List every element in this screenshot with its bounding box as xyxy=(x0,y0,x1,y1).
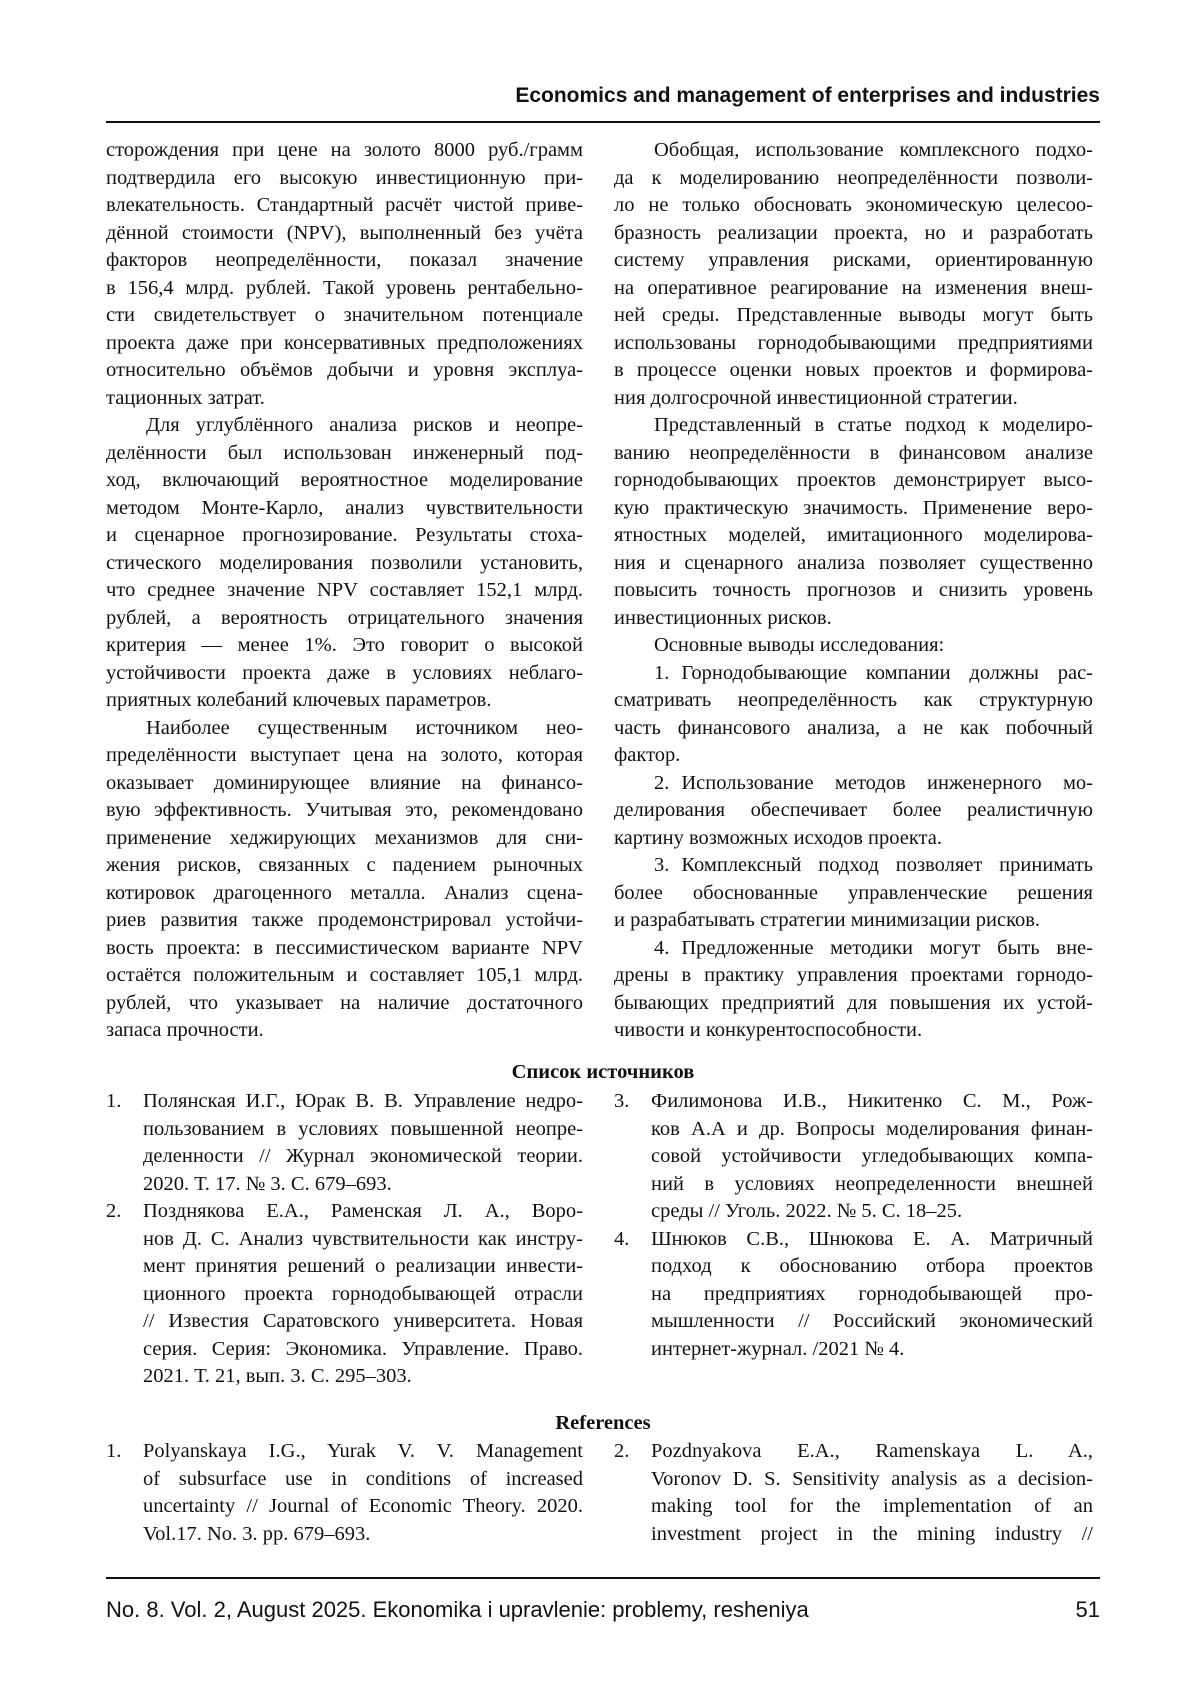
references-column-left xyxy=(106,1438,583,1548)
text-line xyxy=(614,357,1093,385)
text-line xyxy=(106,330,583,358)
text-line xyxy=(614,522,1093,550)
line-text: горнодобывающих проектов демонстрирует высо- xyxy=(614,469,1093,491)
reference-line: Pozdnyakova E.A., Ramenskaya L. A., xyxy=(651,1438,1093,1466)
text-line xyxy=(106,770,583,798)
reference-line: подход к обоснованию отбора проектов xyxy=(651,1253,1093,1281)
sources-column-right xyxy=(614,1088,1093,1363)
line-text: Горнодобывающие компании должны рас- xyxy=(681,662,1093,684)
line-text: на оперативное реагирование на изменения внеш- xyxy=(614,277,1093,299)
text-line xyxy=(614,577,1093,605)
reference-line: мент принятия решений о реализации инвести- xyxy=(143,1253,583,1281)
line-text: Наиболее существенным источником нео- xyxy=(146,717,583,739)
text-line xyxy=(614,550,1093,578)
text-line xyxy=(614,192,1093,220)
text-line xyxy=(106,275,583,303)
text-line xyxy=(106,990,583,1018)
running-header: Economics and management of enterprises and industries xyxy=(515,84,1100,108)
line-text: Комплексный подход позволяет принимать xyxy=(681,854,1093,876)
line-text: и разрабатывать стратегии минимизации рисков. xyxy=(614,909,1040,931)
line-text: критерия — менее 1%. Это говорит о высокой xyxy=(106,634,583,656)
text-line xyxy=(106,632,583,660)
line-text: сматривать неопределённость как структурную xyxy=(614,689,1093,711)
body-column-right xyxy=(614,137,1093,1045)
reference-entry xyxy=(106,1198,583,1391)
text-line xyxy=(614,220,1093,248)
text-line xyxy=(614,770,1093,798)
line-text: ванию неопределённости в финансовом анализе xyxy=(614,442,1093,464)
page-number: 51 xyxy=(1076,1597,1100,1623)
text-line xyxy=(106,852,583,880)
text-line xyxy=(106,660,583,688)
paragraph xyxy=(614,632,1093,660)
reference-entry xyxy=(106,1438,583,1548)
line-text: кую практическую значимость. Применение веро- xyxy=(614,497,1093,519)
text-line xyxy=(614,660,1093,688)
text-line xyxy=(106,495,583,523)
line-text: Представленный в статье подход к моделиро- xyxy=(654,414,1093,436)
reference-line: investment project in the mining industry // xyxy=(651,1521,1093,1549)
line-text: риев развития также продемонстрировал устойчи- xyxy=(106,909,583,931)
line-text: ния и сценарного анализа позволяет существенно xyxy=(614,552,1093,574)
line-text: проекта даже при консервативных предположениях xyxy=(106,332,583,354)
reference-line: деленности // Журнал экономической теории. xyxy=(143,1143,583,1171)
reference-number: 3. xyxy=(614,1088,629,1116)
text-line xyxy=(614,962,1093,990)
line-text: методом Монте-Карло, анализ чувствительности xyxy=(106,497,583,519)
paragraph xyxy=(106,412,583,715)
numbered-conclusion xyxy=(614,770,1093,853)
footer-rule xyxy=(106,1577,1100,1579)
text-line xyxy=(614,137,1093,165)
reference-entry xyxy=(614,1438,1093,1548)
reference-line: 2020. Т. 17. № 3. С. 679–693. xyxy=(143,1171,583,1199)
reference-line: мышленности // Российский экономический xyxy=(651,1308,1093,1336)
line-text: картину возможных исходов проекта. xyxy=(614,827,942,849)
text-line xyxy=(614,907,1093,935)
numbered-conclusion xyxy=(614,935,1093,1045)
line-text: сторождения при цене на золото 8000 руб./грамм xyxy=(106,139,583,161)
line-text: дённой стоимости (NPV), выполненный без учёта xyxy=(106,222,583,244)
line-text: делирования обеспечивает более реалистичную xyxy=(614,799,1093,821)
text-line xyxy=(106,550,583,578)
line-text: применение хеджирующих механизмов для сни- xyxy=(106,827,583,849)
text-line xyxy=(614,302,1093,330)
line-text: фактор. xyxy=(614,744,680,766)
line-text: ней среды. Представленные выводы могут быть xyxy=(614,304,1093,326)
text-line xyxy=(614,797,1093,825)
text-line xyxy=(614,605,1093,633)
text-line xyxy=(106,440,583,468)
text-line xyxy=(614,247,1093,275)
reference-line: Полянская И.Г., Юрак В. В. Управление недро- xyxy=(143,1088,583,1116)
line-text: Использование методов инженерного мо- xyxy=(681,772,1093,794)
reference-line: интернет-журнал. /2021 № 4. xyxy=(651,1336,1093,1364)
text-line xyxy=(106,742,583,770)
text-line xyxy=(614,852,1093,880)
line-text: запаса прочности. xyxy=(106,1019,264,1041)
reference-line: ний в условиях неопределенности внешней xyxy=(651,1171,1093,1199)
line-text: ло не только обосновать экономическую целесоо- xyxy=(614,194,1093,216)
line-text: ятностных моделей, имитационного моделирова- xyxy=(614,524,1093,546)
footer-citation: No. 8. Vol. 2, August 2025. Ekonomika i upravlenie: problemy, resheniya xyxy=(106,1597,809,1623)
line-text: Предложенные методики могут быть вне- xyxy=(681,937,1093,959)
line-text: систему управления рисками, ориентированную xyxy=(614,249,1093,271)
line-text: инвестиционных рисков. xyxy=(614,607,832,629)
text-line xyxy=(614,1017,1093,1045)
line-text: ход, включающий вероятностное моделирование xyxy=(106,469,583,491)
text-line xyxy=(614,440,1093,468)
line-text: дрены в практику управления проектами горнодо- xyxy=(614,964,1093,986)
references-heading: References xyxy=(106,1410,1100,1438)
line-text: рублей, что указывает на наличие достаточного xyxy=(106,992,583,1014)
line-text: в 156,4 млрд. рублей. Такой уровень рентабельно- xyxy=(106,277,583,299)
text-line xyxy=(614,495,1093,523)
reference-line: Филимонова И.В., Никитенко С. М., Рож- xyxy=(651,1088,1093,1116)
line-text: влекательность. Стандартный расчёт чистой приве- xyxy=(106,194,583,216)
line-text: и сценарное прогнозирование. Результаты стоха- xyxy=(106,524,583,546)
reference-line: uncertainty // Journal of Economic Theory. 2020. xyxy=(143,1493,583,1521)
text-line xyxy=(614,990,1093,1018)
text-line xyxy=(614,275,1093,303)
line-text: оказывает доминирующее влияние на финансо- xyxy=(106,772,583,794)
line-text: бывающих предприятий для повышения их устой- xyxy=(614,992,1093,1014)
reference-line: making tool for the implementation of an xyxy=(651,1493,1093,1521)
text-line xyxy=(614,412,1093,440)
text-line xyxy=(614,330,1093,358)
reference-line: совой устойчивости угледобывающих компа- xyxy=(651,1143,1093,1171)
list-number: 3. xyxy=(654,852,669,880)
line-text: тационных затрат. xyxy=(106,387,265,409)
list-number: 1. xyxy=(654,660,669,688)
text-line xyxy=(106,880,583,908)
text-line xyxy=(106,825,583,853)
line-text: стического моделирования позволили установить, xyxy=(106,552,583,574)
line-text: остаётся положительным и составляет 105,1 млрд. xyxy=(106,964,583,986)
reference-entry xyxy=(106,1088,583,1198)
reference-number: 1. xyxy=(106,1088,121,1116)
reference-line: Шнюков С.В., Шнюкова Е. А. Матричный xyxy=(651,1226,1093,1254)
line-text: жения рисков, связанных с падением рыночных xyxy=(106,854,583,876)
line-text: факторов неопределённости, показал значение xyxy=(106,249,583,271)
line-text: приятных колебаний ключевых параметров. xyxy=(106,689,491,711)
reference-line: Voronov D. S. Sensitivity analysis as a decision- xyxy=(651,1466,1093,1494)
reference-entry xyxy=(614,1088,1093,1226)
reference-line: Vol.17. No. 3. pp. 679–693. xyxy=(143,1521,583,1549)
line-text: относительно объёмов добычи и уровня эксплуа- xyxy=(106,359,583,381)
sources-heading: Список источников xyxy=(106,1059,1100,1087)
text-line xyxy=(106,412,583,440)
list-number: 4. xyxy=(654,935,669,963)
line-text: ния долгосрочной инвестиционной стратегии. xyxy=(614,387,1018,409)
text-line xyxy=(614,467,1093,495)
line-text: устойчивости проекта даже в условиях неблаго- xyxy=(106,662,583,684)
text-line xyxy=(614,385,1093,413)
body-column-left xyxy=(106,137,583,1045)
text-line xyxy=(614,742,1093,770)
line-text: рублей, а вероятность отрицательного значения xyxy=(106,607,583,629)
line-text: котировок драгоценного металла. Анализ сцена- xyxy=(106,882,583,904)
line-text: более обоснованные управленческие решения xyxy=(614,882,1093,904)
text-line xyxy=(106,962,583,990)
text-line xyxy=(614,825,1093,853)
text-line xyxy=(106,935,583,963)
line-text: что среднее значение NPV составляет 152,1 млрд. xyxy=(106,579,583,601)
text-line xyxy=(106,385,583,413)
line-text: подтвердила его высокую инвестиционную при- xyxy=(106,167,583,189)
paragraph xyxy=(614,412,1093,632)
text-line xyxy=(106,577,583,605)
line-text: да к моделированию неопределённости позволи- xyxy=(614,167,1093,189)
list-number: 2. xyxy=(654,770,669,798)
text-line xyxy=(106,137,583,165)
text-line xyxy=(106,357,583,385)
reference-line: Позднякова Е.А., Раменская Л. А., Воро- xyxy=(143,1198,583,1226)
text-line xyxy=(106,907,583,935)
line-text: в процессе оценки новых проектов и формирова- xyxy=(614,359,1093,381)
text-line xyxy=(106,247,583,275)
reference-line: ков А.А и др. Вопросы моделирования финан- xyxy=(651,1116,1093,1144)
text-line xyxy=(614,687,1093,715)
reference-line: 2021. Т. 21, вып. 3. С. 295–303. xyxy=(143,1363,583,1391)
line-text: пределённости выступает цена на золото, которая xyxy=(106,744,583,766)
reference-line: Polyanskaya I.G., Yurak V. V. Management xyxy=(143,1438,583,1466)
line-text: использованы горнодобывающими предприятиями xyxy=(614,332,1093,354)
reference-line: нов Д. С. Анализ чувствительности как инстру- xyxy=(143,1226,583,1254)
reference-line: of subsurface use in conditions of increased xyxy=(143,1466,583,1494)
reference-entry xyxy=(614,1226,1093,1364)
reference-line: ционного проекта горнодобывающей отрасли xyxy=(143,1281,583,1309)
text-line xyxy=(106,605,583,633)
reference-number: 1. xyxy=(106,1438,121,1466)
line-text: делённости был использован инженерный под- xyxy=(106,442,583,464)
text-line xyxy=(614,935,1093,963)
line-text: вую эффективность. Учитывая это, рекомендовано xyxy=(106,799,583,821)
text-line xyxy=(106,715,583,743)
text-line xyxy=(106,220,583,248)
text-line xyxy=(106,687,583,715)
text-line xyxy=(106,165,583,193)
line-text: вость проекта: в пессимистическом варианте NPV xyxy=(106,937,583,959)
text-line xyxy=(106,1017,583,1045)
reference-number: 4. xyxy=(614,1226,629,1254)
line-text: бразность реализации проекта, но и разработать xyxy=(614,222,1093,244)
line-text: чивости и конкурентоспособности. xyxy=(614,1019,922,1041)
paragraph xyxy=(614,137,1093,412)
numbered-conclusion xyxy=(614,660,1093,770)
text-line xyxy=(106,192,583,220)
reference-line: пользованием в условиях повышенной неопре- xyxy=(143,1116,583,1144)
text-line xyxy=(106,302,583,330)
line-text: сти свидетельствует о значительном потенциале xyxy=(106,304,583,326)
line-text: повысить точность прогнозов и снизить уровень xyxy=(614,579,1093,601)
text-line xyxy=(106,797,583,825)
line-text: часть финансового анализа, а не как побочный xyxy=(614,717,1093,739)
reference-number: 2. xyxy=(106,1198,121,1226)
reference-line: // Известия Саратовского университета. Новая xyxy=(143,1308,583,1336)
reference-line: серия. Серия: Экономика. Управление. Право. xyxy=(143,1336,583,1364)
line-text: Для углублённого анализа рисков и неопре- xyxy=(146,414,583,436)
text-line xyxy=(614,632,1093,660)
reference-number: 2. xyxy=(614,1438,629,1466)
header-rule xyxy=(106,121,1100,123)
line-text: Обобщая, использование комплексного подхо- xyxy=(654,139,1093,161)
text-line xyxy=(614,715,1093,743)
text-line xyxy=(106,467,583,495)
text-line xyxy=(106,522,583,550)
reference-line: среды // Уголь. 2022. № 5. С. 18–25. xyxy=(651,1198,1093,1226)
text-line xyxy=(614,880,1093,908)
line-text: Основные выводы исследования: xyxy=(654,634,944,656)
text-line xyxy=(614,165,1093,193)
reference-line: на предприятиях горнодобывающей про- xyxy=(651,1281,1093,1309)
numbered-conclusion xyxy=(614,852,1093,935)
sources-column-left xyxy=(106,1088,583,1391)
paragraph xyxy=(106,715,583,1045)
references-column-right xyxy=(614,1438,1093,1548)
paragraph xyxy=(106,137,583,412)
